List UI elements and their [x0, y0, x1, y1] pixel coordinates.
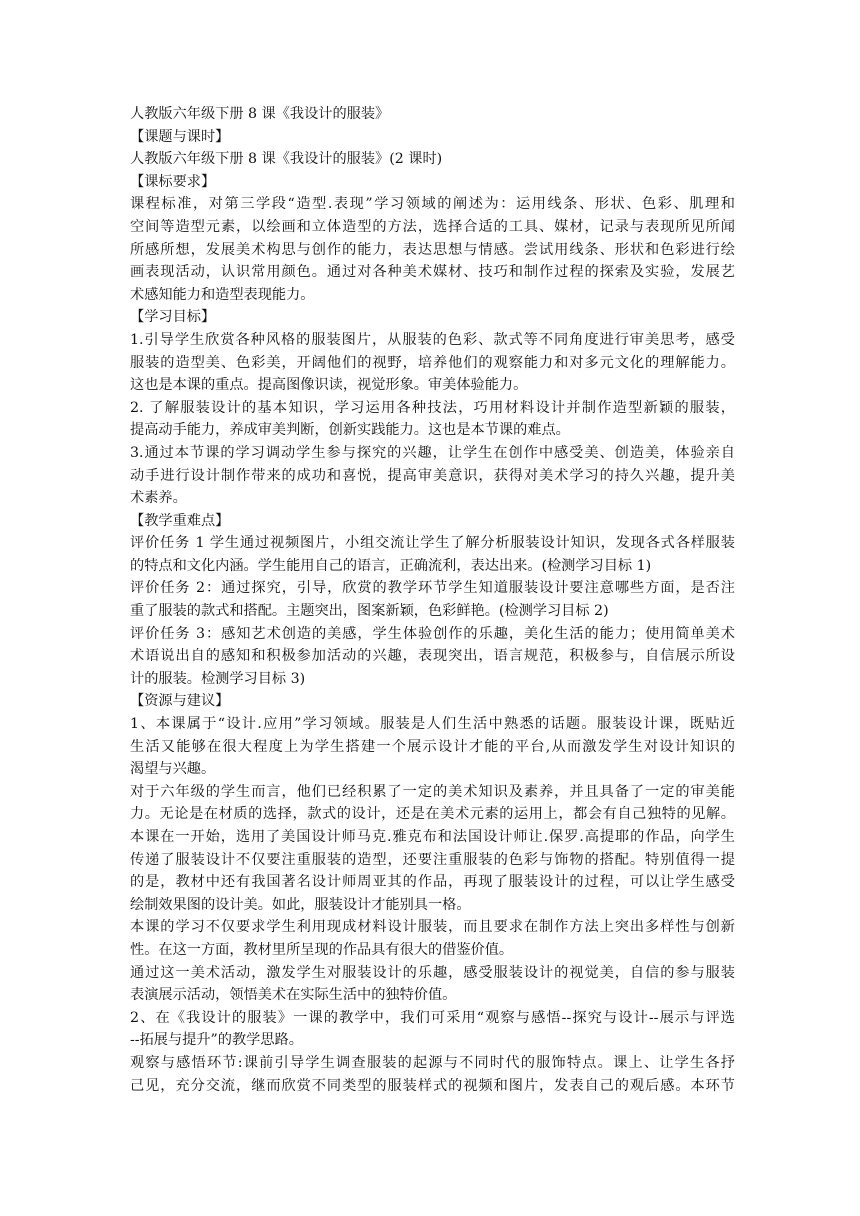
paragraph-line: 术素养。 [130, 490, 187, 507]
paragraph-line: 绘制效果图的设计美。如此，服装设计才能别具一格。 [130, 896, 471, 913]
paragraph-line: 性。在这一方面，教材里所呈现的作品具有很大的借鉴价值。 [130, 941, 514, 958]
paragraph-line: 空间等造型元素，以绘画和立体造型的方法，选择合适的工具、媒材，记录与表现所见所闻 [130, 218, 735, 235]
paragraph-line: 渴望与兴趣。 [130, 761, 216, 778]
paragraph-line: 所感所想，发展美术构思与创作的能力，表达思想与情感。尝试用线条、形状和色彩进行绘 [130, 241, 735, 258]
paragraph-line: 评价任务 3：感知艺术创造的美感，学生体验创作的乐趣，美化生活的能力；使用简单美术 [130, 625, 735, 642]
paragraph-line: 2. 了解服装设计的基本知识，学习运用各种技法，巧用材料设计并制作造型新颖的服装， [130, 399, 735, 416]
section-heading: 【资源与建议】 [130, 693, 230, 710]
paragraph-line: 服装的造型美、色彩美，开阔他们的视野，培养他们的观察能力和对多元文化的理解能力。 [130, 354, 735, 371]
document-title: 人教版六年级下册 8 课《我设计的服装》 [130, 106, 390, 122]
paragraph-line: 的是，教材中还有我国著名设计师周亚其的作品，再现了服装设计的过程，可以让学生感受 [130, 874, 735, 891]
paragraph-line: 己见，充分交流，继而欣赏不同类型的服装样式的视频和图片，发表自己的观后感。本环节 [130, 1077, 735, 1094]
paragraph-line: 3.通过本节课的学习调动学生参与探究的兴趣，让学生在创作中感受美、创造美，体验亲自 [130, 444, 735, 461]
paragraph-line: 本课在一开始，选用了美国设计师马克.雅克布和法国设计师让.保罗.高提耶的作品，向学生 [130, 829, 735, 845]
text-line: 人教版六年级下册 8 课《我设计的服装》(2 课时) [130, 151, 443, 168]
paragraph-line: 重了服装的款式和搭配。主题突出，图案新颖，色彩鲜艳。(检测学习目标 2) [130, 603, 609, 620]
document-page [130, 103, 735, 1097]
section-heading: 【学习目标】 [130, 309, 216, 326]
paragraph-line: 这也是本课的重点。提高图像识读，视觉形象。审美体验能力。 [130, 377, 528, 394]
paragraph-line: 力。无论是在材质的选择，款式的设计，还是在美术元素的运用上，都会有自己独特的见解。 [130, 806, 735, 823]
paragraph-line: --拓展与提升”的教学思路。 [130, 1032, 303, 1049]
paragraph-line: 传递了服装设计不仅要注重服装的造型，还要注重服装的色彩与饰物的搭配。特别值得一提 [130, 851, 735, 868]
paragraph-line: 1、本课属于“设计.应用”学习领域。服装是人们生活中熟悉的话题。服装设计课，既贴近 [130, 716, 735, 733]
paragraph-line: 画表现活动，认识常用颜色。通过对各种美术媒材、技巧和制作过程的探索及实验，发展艺 [130, 264, 735, 281]
paragraph-line: 术语说出自的感知和积极参加活动的兴趣，表现突出，语言规范，积极参与，自信展示所设 [130, 648, 735, 665]
paragraph-line: 评价任务 2：通过探究，引导，欣赏的教学环节学生知道服装设计要注意哪些方面，是否注 [130, 580, 735, 597]
section-heading: 【课标要求】 [130, 173, 216, 190]
paragraph-line: 表演展示活动，领悟美术在实际生活中的独特价值。 [130, 987, 457, 1004]
paragraph-line: 课程标准，对第三学段“造型.表现”学习领域的阐述为：运用线条、形状、色彩、肌理和 [130, 196, 735, 213]
paragraph-line: 计的服装。检测学习目标 3) [130, 670, 306, 687]
paragraph-line: 对于六年级的学生而言，他们已经积累了一定的美术知识及素养，并且具备了一定的审美能 [130, 783, 735, 800]
paragraph-line: 术感知能力和造型表现能力。 [130, 286, 315, 303]
paragraph-line: 评价任务 1 学生通过视频图片，小组交流让学生了解分析服装设计知识，发现各式各样服装 [130, 535, 735, 552]
paragraph-line: 生活又能够在很大程度上为学生搭建一个展示设计才能的平台,从而激发学生对设计知识的 [130, 738, 735, 755]
paragraph-line: 本课的学习不仅要求学生利用现成材料设计服装，而且要求在制作方法上突出多样性与创新 [130, 919, 735, 936]
paragraph-line: 提高动手能力，养成审美判断，创新实践能力。这也是本节课的难点。 [130, 422, 570, 439]
paragraph-line: 1.引导学生欣赏各种风格的服装图片，从服装的色彩、款式等不同角度进行审美思考，感受 [130, 331, 735, 348]
paragraph-line: 观察与感悟环节:课前引导学生调查服装的起源与不同时代的服饰特点。课上、让学生各抒 [130, 1054, 735, 1071]
section-heading: 【课题与课时】 [130, 128, 230, 145]
paragraph-line: 2、在《我设计的服装》一课的教学中，我们可采用“观察与感悟--探究与设计--展示与评选 [130, 1009, 735, 1026]
paragraph-line: 通过这一美术活动，激发学生对服装设计的乐趣，感受服装设计的视觉美，自信的参与服装 [130, 964, 735, 981]
paragraph-line: 动手进行设计制作带来的成功和喜悦，提高审美意识，获得对美术学习的持久兴趣，提升美 [130, 467, 735, 484]
section-heading: 【教学重难点】 [130, 512, 230, 529]
paragraph-line: 的特点和文化内涵。学生能用自己的语言，正确流利，表达出来。(检测学习目标 1) [130, 557, 652, 574]
